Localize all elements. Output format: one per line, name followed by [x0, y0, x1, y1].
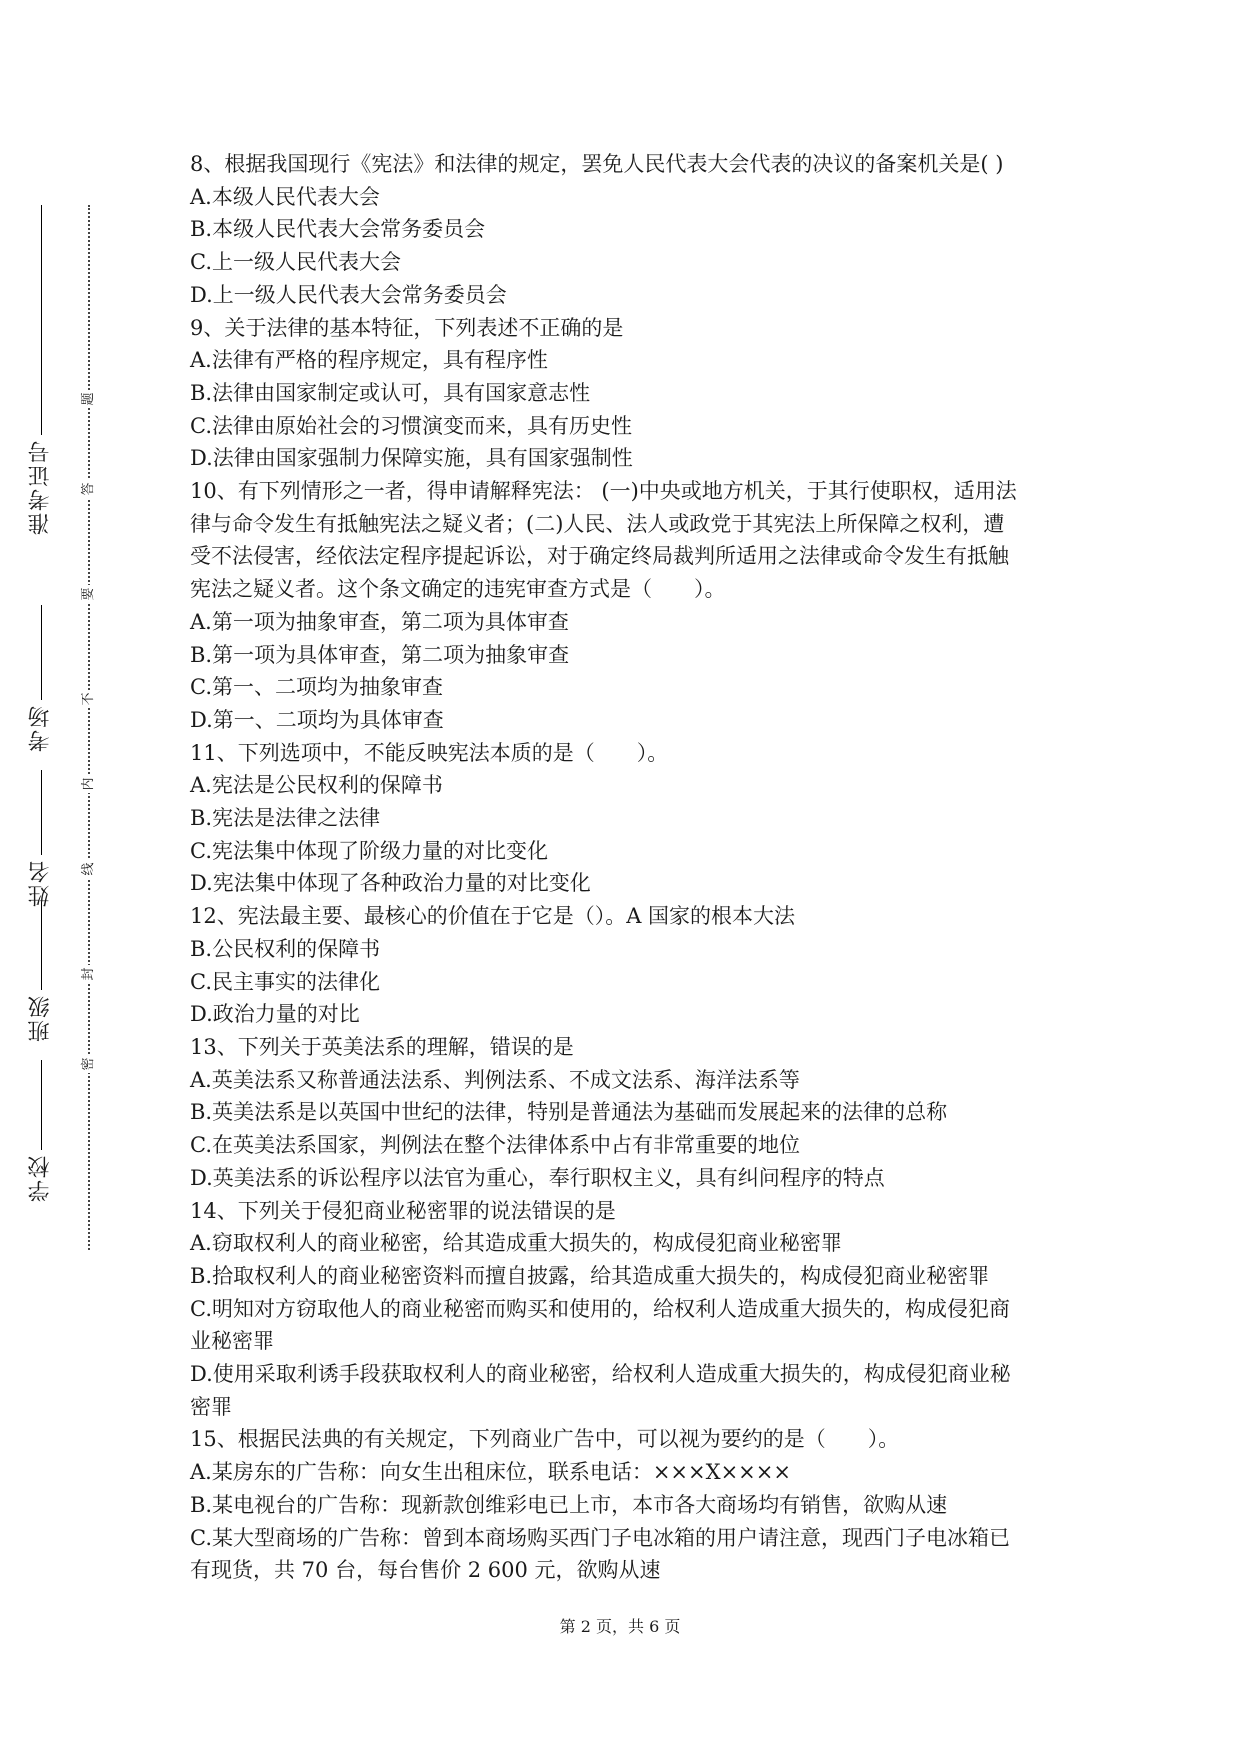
answer-option: A.本级人民代表大会: [190, 184, 380, 209]
answer-option: C.第一、二项均为抽象审查: [190, 675, 443, 700]
answer-option: D.宪法集中体现了各种政治力量的对比变化: [190, 871, 591, 896]
question-text: 宪法之疑义者。这个条文确定的违宪审查方式是（ ）。: [190, 577, 726, 602]
exam-number-field: [26, 205, 56, 535]
answer-option: C.在英美法系国家，判例法在整个法律体系中占有非常重要的地位: [190, 1133, 800, 1158]
answer-option: 密罪: [190, 1394, 232, 1419]
answer-option: D.第一、二项均为具体审查: [190, 707, 444, 732]
answer-option: 业秘密罪: [190, 1329, 274, 1354]
question-text: 10、有下列情形之一者，得申请解释宪法： (一)中央或地方机关，于其行使职权，适用法: [190, 479, 1017, 504]
answer-option: D.政治力量的对比: [190, 1002, 360, 1027]
seal-char: 不: [80, 690, 98, 708]
answer-option: D.使用采取利诱手段获取权利人的商业秘密，给权利人造成重大损失的，构成侵犯商业秘: [190, 1362, 1011, 1387]
answer-option: B.拾取权利人的商业秘密资料而擅自披露，给其造成重大损失的，构成侵犯商业秘密罪: [190, 1263, 990, 1288]
answer-option: C.明知对方窃取他人的商业秘密而购买和使用的，给权利人造成重大损失的，构成侵犯商: [190, 1296, 1010, 1321]
exam-number-label: 准考证号: [28, 439, 53, 535]
seal-dotted-line: [88, 205, 90, 1250]
answer-option: D.上一级人民代表大会常务委员会: [190, 282, 507, 307]
seal-char: 线: [80, 860, 98, 878]
question-text: 12、宪法最主要、最核心的价值在于它是（）。A 国家的根本大法: [190, 904, 796, 929]
question-text: 9、关于法律的基本特征，下列表述不正确的是: [190, 315, 624, 340]
answer-option: C.民主事实的法律化: [190, 969, 380, 994]
answer-option: D.英美法系的诉讼程序以法官为重心，奉行职权主义，具有纠问程序的特点: [190, 1165, 885, 1190]
answer-option: D.法律由国家强制力保障实施，具有国家强制性: [190, 446, 633, 471]
answer-option: B.法律由国家制定或认可，具有国家意志性: [190, 380, 591, 405]
school-label: 学校: [28, 1154, 53, 1202]
answer-option: C.某大型商场的广告称：曾到本商场购买西门子电冰箱的用户请注意，现西门子电冰箱已: [190, 1525, 1010, 1550]
exam-room-field: [26, 605, 56, 752]
question-text: 受不法侵害，经依法定程序提起诉讼，对于确定终局裁判所适用之法律或命令发生有抵触: [190, 544, 1009, 569]
seal-char: 题: [80, 390, 98, 408]
question-text: 15、根据民法典的有关规定，下列商业广告中，可以视为要约的是（ ）。: [190, 1427, 900, 1452]
answer-option: 有现货，共 70 台，每台售价 2 600 元，欲购从速: [190, 1558, 661, 1583]
answer-option: C.上一级人民代表大会: [190, 250, 401, 275]
answer-option: C.法律由原始社会的习惯演变而来，具有历史性: [190, 413, 632, 438]
question-text: 律与命令发生有抵触宪法之疑义者；(二)人民、法人或政党于其宪法上所保障之权利，遭: [190, 511, 1005, 536]
answer-option: A.法律有严格的程序规定，具有程序性: [190, 348, 548, 373]
question-content: [190, 148, 1060, 1587]
answer-option: B.英美法系是以英国中世纪的法律，特别是普通法为基础而发展起来的法律的总称: [190, 1100, 948, 1125]
answer-option: A.英美法系又称普通法法系、判例法系、不成文法系、海洋法系等: [190, 1067, 800, 1092]
answer-option: B.第一项为具体审查，第二项为抽象审查: [190, 642, 570, 667]
seal-char: 封: [80, 965, 98, 983]
class-field: [26, 900, 56, 1042]
page-number: 第 2 页，共 6 页: [559, 1617, 681, 1636]
seal-char: 要: [80, 585, 98, 603]
question-text: 8、根据我国现行《宪法》和法律的规定，罢免人民代表大会代表的决议的备案机关是( ): [190, 152, 1004, 176]
answer-option: A.第一项为抽象审查，第二项为具体审查: [190, 609, 569, 634]
answer-option: A.窃取权利人的商业秘密，给其造成重大损失的，构成侵犯商业秘密罪: [190, 1231, 842, 1256]
answer-option: B.宪法是法律之法律: [190, 806, 381, 831]
name-label: 姓名: [28, 859, 53, 907]
answer-option: A.某房东的广告称：向女生出租床位，联系电话：×××X××××: [190, 1460, 791, 1485]
answer-option: C.宪法集中体现了阶级力量的对比变化: [190, 838, 548, 863]
question-text: 14、下列关于侵犯商业秘密罪的说法错误的是: [190, 1198, 616, 1223]
answer-option: A.宪法是公民权利的保障书: [190, 773, 443, 798]
question-text: 13、下列关于英美法系的理解，错误的是: [190, 1034, 574, 1059]
answer-option: B.本级人民代表大会常务委员会: [190, 217, 486, 242]
seal-char: 答: [80, 480, 98, 498]
answer-option: B.公民权利的保障书: [190, 936, 381, 961]
question-text: 11、下列选项中，不能反映宪法本质的是（ ）。: [190, 740, 669, 765]
answer-option: B.某电视台的广告称：现新款创维彩电已上市，本市各大商场均有销售，欲购从速: [190, 1492, 948, 1517]
name-field: [26, 770, 56, 907]
seal-char: 内: [80, 775, 98, 793]
school-field: [26, 1060, 56, 1202]
exam-room-label: 考场: [28, 704, 53, 752]
seal-char: 密: [80, 1055, 98, 1073]
class-label: 班级: [28, 994, 53, 1042]
